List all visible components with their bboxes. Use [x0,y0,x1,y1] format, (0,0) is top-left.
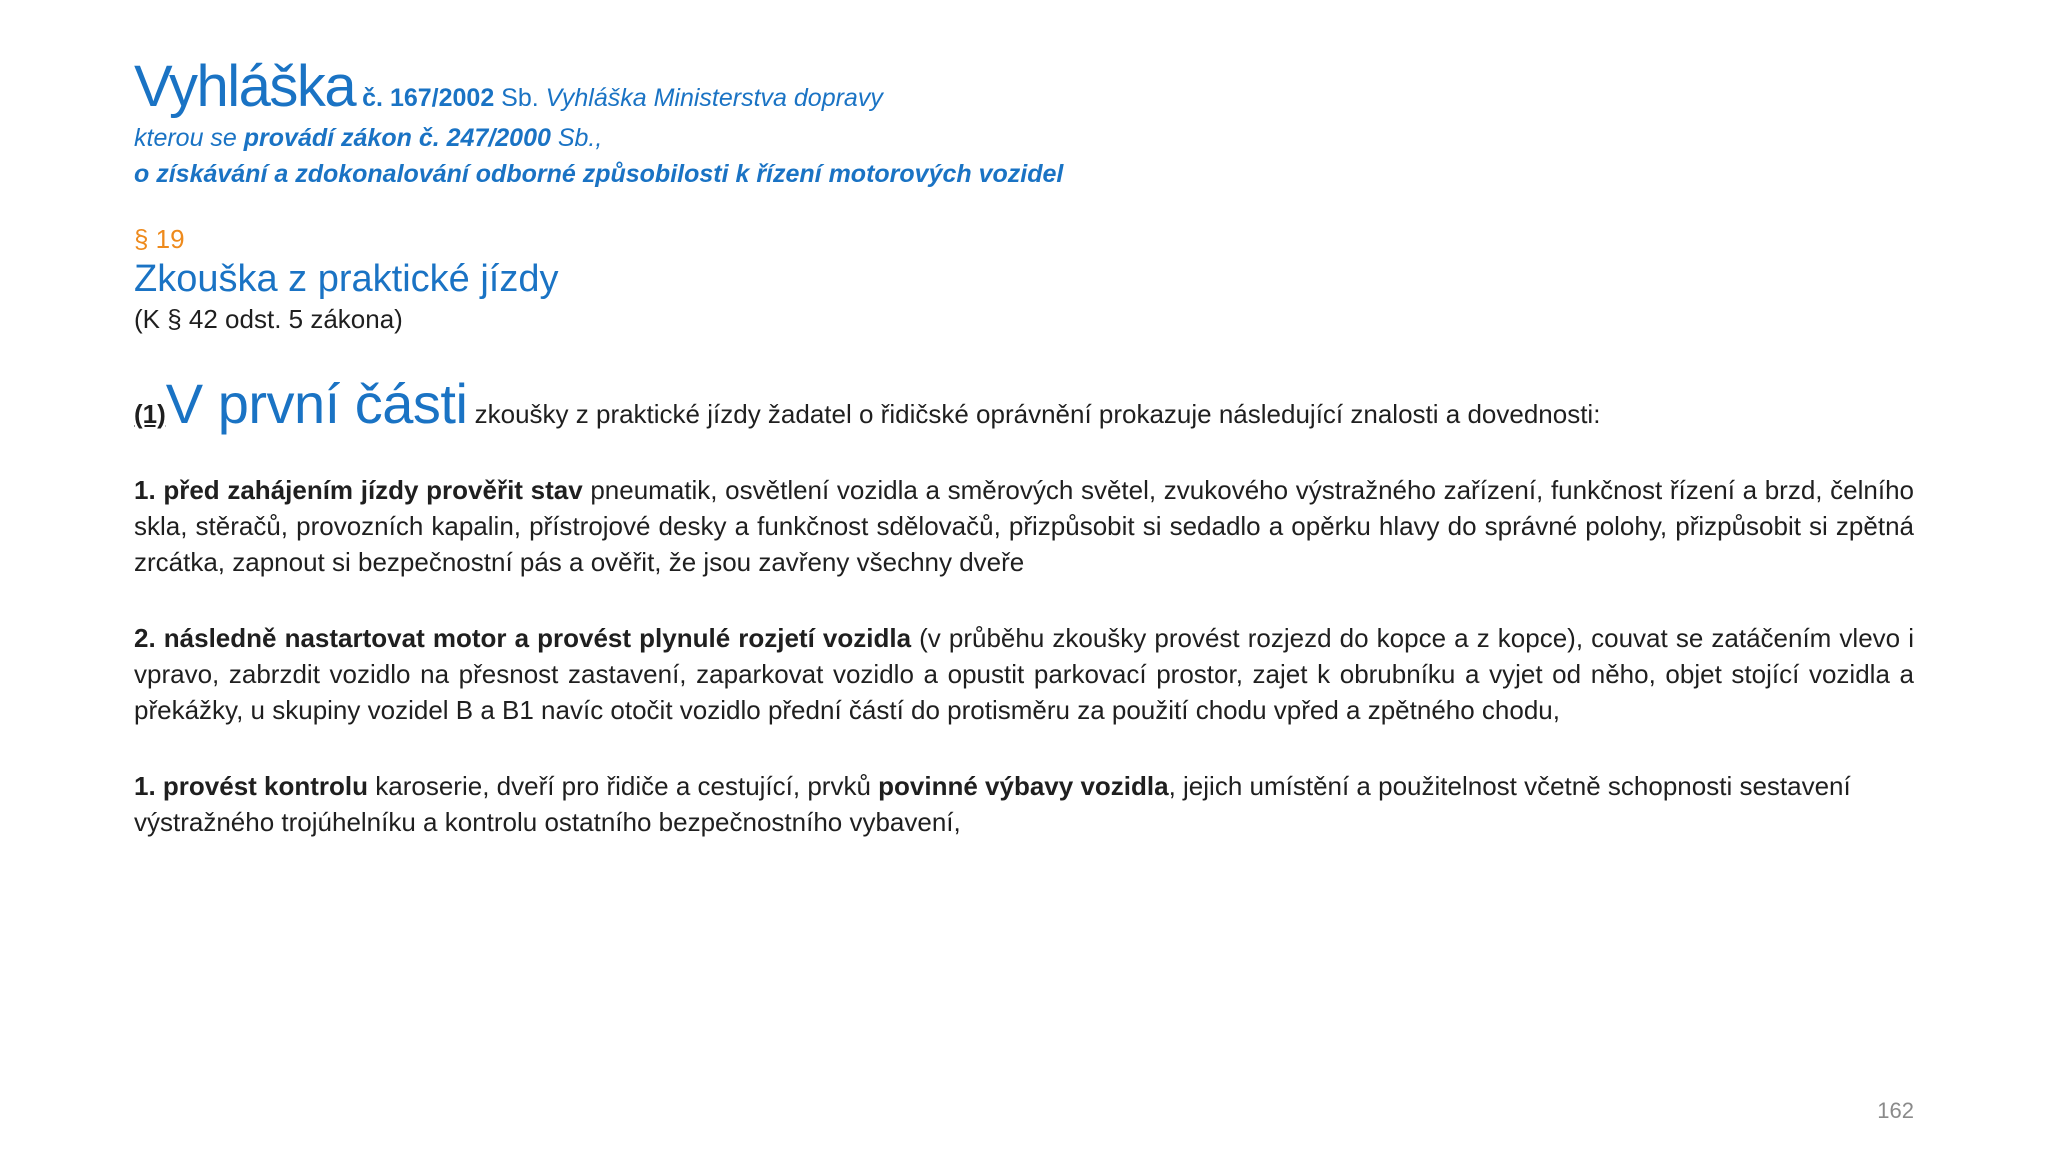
title-word: Vyhláška [134,54,356,119]
subtitle-line-3 [134,156,1914,192]
title-sb: Sb. [494,84,539,112]
subtitle-pre: kterou se [134,124,244,152]
subtitle-line-3-text: o získávání a zdokonalování odborné způsobilosti k řízení motorových vozidel [134,160,1064,188]
item-text: pneumatik, osvětlení vozidla a směrových světel, zvukového výstražného zařízení, funkčnost řízení a brzd, čelního skla, stěračů, provozních kapalin, přístrojové desky a funkčnost sdělovačů, přizpůsobit si sedadlo a opěrku hlavy do správné polohy, přizpůsobit si zpětná zrcátka, zapnout si bezpečnostní pás a ověřit, že jsou zavřeny všechny dveře [134,475,1914,577]
slide-content [134,54,1914,840]
section-reference: (K § 42 odst. 5 zákona) [134,304,403,334]
subtitle-post: Sb., [550,124,603,152]
item-text: (v průběhu zkoušky provést rozjezd do kopce a z kopce), couvat se zatáčením vlevo i vpravo, zabrzdit vozidlo na přesnost zastavení, zaparkovat vozidlo a opustit parkovací prostor, zajet k obrubníku a vyjet od něho, objet stojící vozidla a překážky, u skupiny vozidel B a B1 navíc otočit vozidlo přední částí do protisměru za použití chodu vpřed a zpětného chodu, [134,623,1914,725]
subtitle-bold: provádí zákon č. 247/2000 [243,124,551,152]
lead-text: zkoušky z praktické jízdy žadatel o řidičské oprávnění prokazuje následující znalosti a dovednosti: [467,399,1601,429]
item-bold: 2. následně nastartovat motor a provést plynulé rozjetí vozidla [134,623,912,653]
subtitle-line-2 [134,120,1914,156]
item-text-2: , jejich umístění a použitelnost včetně schopnosti sestavení výstražného trojúhelníku a kontrolu ostatního bezpečnostního vybavení, [134,771,1851,837]
title-rest: Vyhláška Ministerstva dopravy [538,84,883,112]
lead-paragraph [134,372,1914,435]
lead-emphasis: V první části [165,372,468,435]
title-number: č. 167/2002 [355,84,495,112]
title-line [134,54,1914,119]
list-item [134,472,1914,580]
item-bold: 1. provést kontrolu [134,771,369,801]
section-heading: Zkouška z praktické jízdy [134,258,559,300]
item-bold-2: povinné výbavy vozidla [878,771,1169,801]
item-bold: 1. před zahájením jízdy prověřit stav [134,475,583,505]
lead-number: (1) [134,399,166,429]
section-number: § 19 [134,224,185,254]
list-item [134,620,1914,728]
list-item [134,768,1914,840]
item-text: karoserie, dveří pro řidiče a cestující, prvků [368,771,879,801]
page-number: 162 [1877,1098,1914,1123]
